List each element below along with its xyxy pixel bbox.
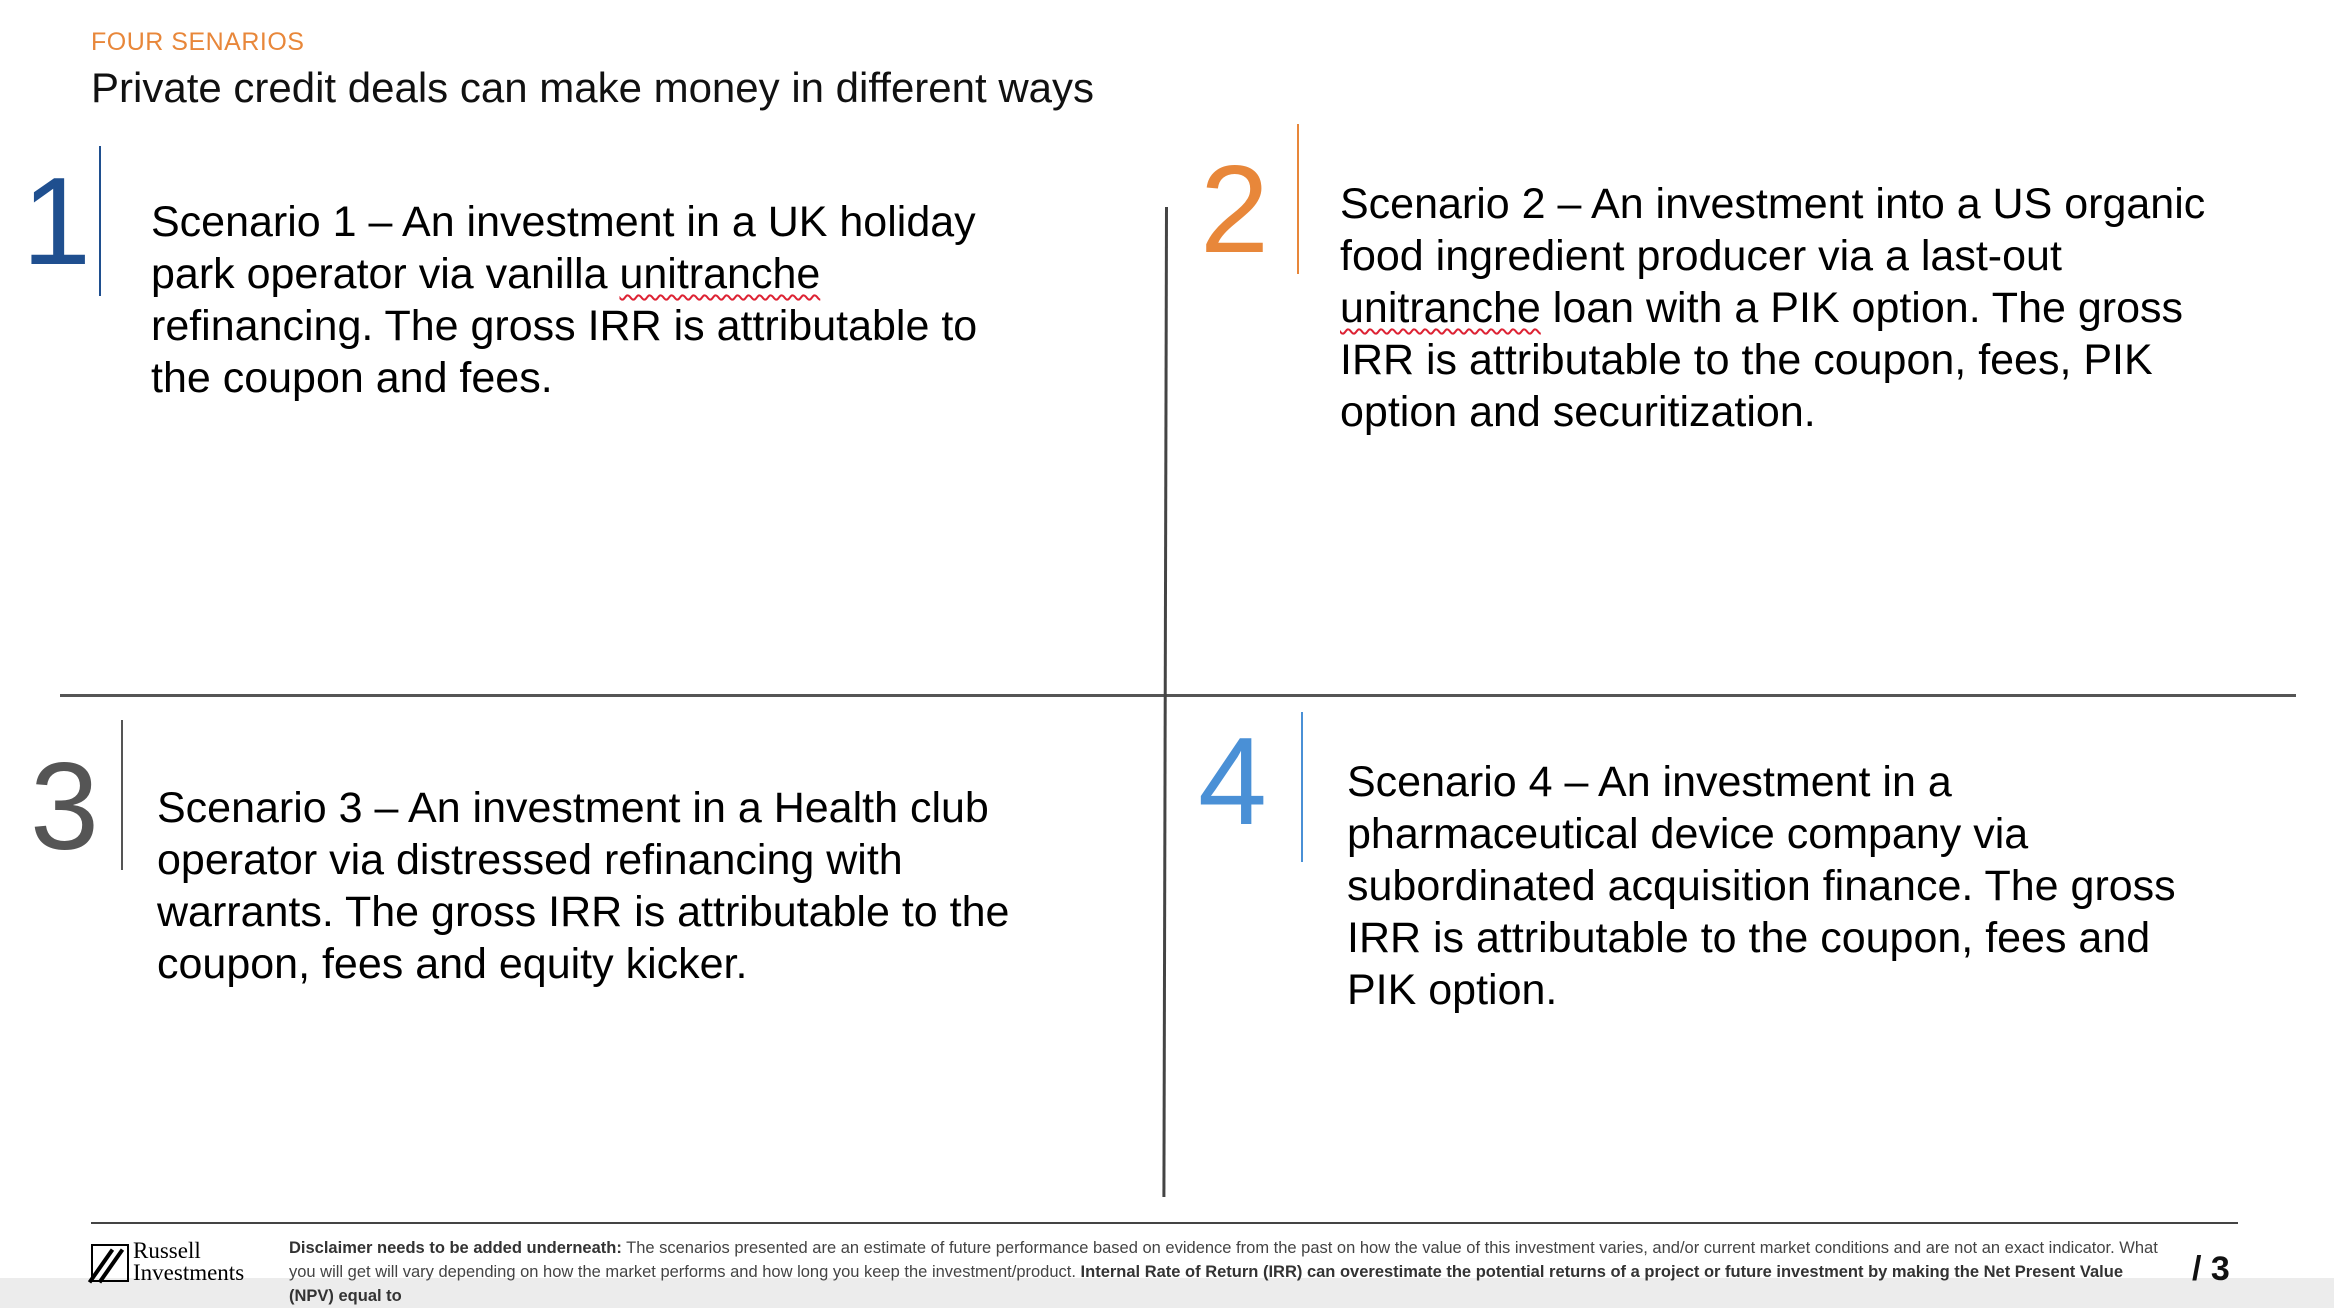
scenario-2-number: 2 [1200, 141, 1269, 279]
page-title: Private credit deals can make money in different ways [91, 64, 1095, 111]
disclaimer [289, 1236, 2159, 1308]
logo-text [133, 1240, 244, 1284]
scenario-4-number: 4 [1198, 713, 1267, 851]
section-kicker: FOUR SENARIOS [91, 28, 305, 56]
logo-mark-icon [91, 1244, 129, 1282]
scenario-2-spellcheck-word: unitranche [1340, 284, 1541, 332]
disclaimer-body: The scenarios presented are an estimate of future performance based on evidence from the past on how the value of this investment varies, and/or current market conditions and are not an exact indicator. What you will get will vary depending on how the market performs and how long you keep the investment/product. [289, 1239, 2158, 1281]
russell-investments-logo [91, 1240, 244, 1284]
scenario-3-number: 3 [30, 738, 99, 876]
page-number: / 3 [2192, 1250, 2230, 1288]
scenario-1-text [151, 196, 1021, 404]
scenario-2-text-part-b: loan with a PIK option. The gross IRR is attributable to the coupon, fees, PIK option and securitization. [1340, 284, 2183, 436]
footer-rule [91, 1222, 2238, 1224]
vertical-divider [1162, 207, 1168, 1197]
scenario-1-text-part-a: Scenario 1 – An investment in a UK holiday park operator via vanilla [151, 198, 976, 298]
scenario-1-number: 1 [22, 153, 91, 291]
scenario-2-text-part-a: Scenario 2 – An investment into a US organic food ingredient producer via a last-out [1340, 180, 2206, 280]
disclaimer-irr-note: Internal Rate of Return (IRR) can overestimate the potential returns of a project or future investment by making the Net Present Value (NPV) equal to [289, 1263, 2123, 1305]
scenario-3-accent-bar [121, 720, 123, 870]
scenario-2-text [1340, 178, 2230, 438]
scenario-2-accent-bar [1297, 124, 1299, 274]
scenario-3-text: Scenario 3 – An investment in a Health club operator via distressed refinancing with warrants. The gross IRR is attributable to the coupon, fees and equity kicker. [157, 784, 1010, 988]
logo-line-2: Investments [133, 1260, 245, 1285]
scenario-1-accent-bar [99, 146, 101, 296]
logo-line-1: Russell [133, 1238, 201, 1263]
disclaimer-heading: Disclaimer needs to be added underneath: [289, 1239, 622, 1257]
horizontal-divider [60, 694, 2296, 697]
scenario-4-accent-bar [1301, 712, 1303, 862]
scenario-4-text: Scenario 4 – An investment in a pharmaceutical device company via subordinated acquisition finance. The gross IRR is attributable to the coupon, fees and PIK option. [1347, 758, 2176, 1014]
scenario-1-spellcheck-word: unitranche [619, 250, 821, 298]
scenario-1-text-part-b: refinancing. The gross IRR is attributable to the coupon and fees. [151, 302, 978, 402]
